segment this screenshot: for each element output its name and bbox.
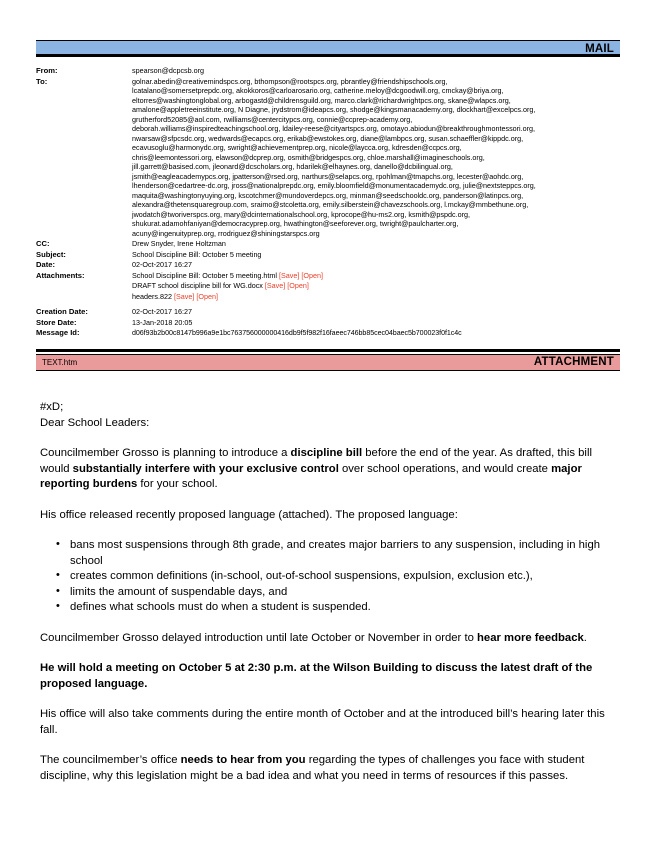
attachment-save-link[interactable]: [Save] [173,291,195,301]
header-value-subject [132,250,626,261]
header-row [36,303,626,318]
attachment-banner-container [36,349,620,371]
salutation-line-2: Dear School Leaders: [40,416,150,429]
address-line: School Discipline Bill: October 5 meeting [132,249,262,259]
p1-text-4: for your school. [137,478,218,490]
mail-banner-container [36,40,620,57]
attachment-item-name: DRAFT school discipline bill for WG.docx [132,281,265,290]
address-line: lcatalano@somersetprepdc.org, akokkoros@carloarosario.org, catherine.meloy@dcgoodwill.org, cmckay@briya.org, [132,86,504,95]
address-line: spearson@dcpcsb.org [132,66,205,75]
address-line: alexandra@thetensquaregroup.com, sraimo@stcoletta.org, emily.silberstein@chavezschools.org, l.mckay@mmbethune.org, [132,200,529,209]
attachment-item-name: School Discipline Bill: October 5 meeting.html [132,270,280,280]
p1-bold-2: substantially interfere with your exclusive control [72,462,339,475]
header-label-subject: Subject: [36,249,66,259]
header-label-to: To: [36,76,48,86]
header-value-date [132,260,626,271]
p6-bold-1: needs to hear from you [180,754,306,766]
attachment-banner-title: ATTACHMENT [533,356,614,368]
p6-text-2: regarding the types of challenges you face with student discipline, why this legislation might be a bad idea and what you need in terms of resources if this passes. [40,754,585,782]
address-line: ecavusoglu@harmonydc.org, swright@achievementprep.org, nicole@laycca.org, kdresden@ccpcs.org, [132,143,462,152]
attachment-save-link[interactable]: [Save] [279,270,300,280]
header-label-messageid: Message Id: [36,328,80,337]
attachment-banner [36,354,620,371]
header-value-text: d06f93b2b00c8147b996a9e1bc763756000000416db9f5f982f16faeec746bb85cec04baec5b700023f0f1c4c [132,329,462,337]
address-line: nwarsaw@sfpcsdc.org, wedwards@ecapcs.org, erikab@ewstokes.org, diane@lambpcs.org, susan.schaeffler@kippdc.org, [132,133,524,143]
p1-text-1: Councilmember Grosso is planning to introduce a [40,447,291,459]
header-row [36,260,626,271]
p1-bold-3: major reporting burdens [40,462,582,490]
paragraph-4 [40,661,620,692]
attachment-item [132,292,626,303]
header-row [36,318,626,329]
header-label-date: Date: [36,260,55,269]
p4-bold: He will hold a meeting on October 5 at 2:30 p.m. at the Wilson Building to discuss the latest draft of the proposed language. [40,662,593,690]
bullet-item: • bans most suspensions through 8th grade, and creates major barriers to any suspension, including in high school [70,538,620,569]
attachment-item [132,281,626,292]
attachment-item-name: headers.822 [132,291,174,301]
address-line: acuny@ingenuityprep.org, rrodriguez@shiningstarspcs.org [132,228,320,238]
salutation-line-1: #xD; [40,401,64,413]
header-row [36,250,626,261]
email-header-fields [36,66,626,340]
paragraph-6 [40,753,620,784]
address-line: jwodatch@tworiverspcs.org, mary@dcinternationalschool.org, kprocope@hu-ms2.org, ksmith@pspdc.org, [132,209,470,219]
header-label-storedate: Store Date: [36,317,77,327]
salutation-block [40,400,620,431]
header-row [36,66,626,77]
header-table [36,66,626,340]
message-body [40,400,620,799]
p6-text-1: The councilmember’s office [40,754,181,766]
header-value-creationdate [132,303,626,318]
attachment-item [132,271,626,282]
bullet-item: • creates common definitions (in-school, out-of-school suspensions, expulsion, exclusion etc.), [70,569,620,585]
p3-text-1: Councilmember Grosso delayed introduction until late October or November in order to [40,631,478,644]
p3-text-2: . [583,631,587,644]
p1-text-3: over school operations, and would create [338,462,552,475]
address-line: deborah.williams@inspiredteachingschool.org, ldailey-reese@cityartspcs.org, omotayo.abiodun@breakthroughmontessori.org, [132,124,536,133]
attachment-open-link[interactable]: [Open] [287,281,309,290]
attachment-file-name: TEXT.htm [42,358,78,367]
header-row [36,77,626,240]
header-label-cc: CC: [36,239,50,248]
header-value-cc [132,239,626,250]
paragraph-5: His office will also take comments during the entire month of October and at the introduced bill’s hearing later this fall. [40,708,605,736]
proposed-language-bullet-list [40,538,620,616]
header-value-messageid [132,328,626,340]
address-line: 02-Oct-2017 16:27 [132,260,192,269]
header-row [36,271,626,304]
address-line: golnar.abedin@creativemindspcs.org, bthompson@rootspcs.org, pbrantley@friendshipschools.org, [132,76,448,86]
header-value-to [132,77,626,240]
address-line: eltorres@washingtonglobal.org, arbogastd@childrensguild.org, marco.clark@richardwrightpcs.org, skane@wlapcs.org, [132,95,511,105]
address-line: grutherford52085@aol.com, rwilliams@centercitypcs.org, connie@ccprep-academy.org, [132,114,413,124]
header-value-attachments [132,271,626,304]
header-label-creationdate: Creation Date: [36,307,88,316]
address-line: maquita@washingtonyuying.org, kscotchmer@mundoverdepcs.org, minman@seedschooldc.org, panderson@latinpcs.org, [132,190,524,200]
attachment-open-link[interactable]: [Open] [301,270,323,280]
attachment-save-link[interactable]: [Save] [264,281,286,290]
paragraph-1 [40,446,620,493]
header-value-text: 13-Jan-2018 20:05 [132,317,193,327]
address-line: chris@leemontessori.org, elawson@dcprep.org, osmith@bridgespcs.org, chloe.marshall@imagineschools.org, [132,152,485,162]
header-value-text: 02-Oct-2017 16:27 [132,307,192,316]
address-line: jill.garrett@basised.com, jleonard@dcscholars.org, hdarilek@elhaynes.org, danello@dcbilingual.org, [132,162,453,171]
attachment-divider [36,349,620,352]
paragraph-2: His office released recently proposed language (attached). The proposed language: [40,508,458,521]
header-row [36,328,626,340]
p1-bold-1: discipline bill [290,447,363,459]
header-label-attachments: Attachments: [36,270,85,280]
header-label-from: From: [36,66,58,75]
header-value-from [132,66,626,77]
address-line: jsmith@eagleacademypcs.org, jpatterson@rsed.org, narthurs@selapcs.org, rpohlman@tmapchs.org, lecester@aohdc.org, [132,171,524,181]
address-line: amalone@appletreeinstitute.org, N Diagne, jrydstrom@ideapcs.org, shodge@kingsmanacademy.org, dlockhart@excelpcs.org, [132,105,536,114]
paragraph-3 [40,631,620,647]
mail-banner-title: MAIL [585,43,614,55]
address-line: shukurat.adamohfaniyan@democracyprep.org, hwathington@seeforever.org, twright@paulcharter.org, [132,219,459,228]
mail-banner [36,40,620,57]
address-line: lhenderson@cedartree-dc.org, jross@nationalprepdc.org, emily.bloomfield@monumentacademydc.org, julie@nextsteppcs.org, [132,181,536,190]
header-value-storedate [132,318,626,329]
p1-text-2: before the end of the year. As drafted, this bill would [40,447,592,475]
bullet-item: • limits the amount of suspendable days, and [70,585,620,601]
attachment-open-link[interactable]: [Open] [196,291,218,301]
bullet-item: • defines what schools must do when a student is suspended. [70,600,620,616]
address-line: Drew Snyder, Irene Holtzman [132,239,226,248]
header-row [36,239,626,250]
p3-bold-1: hear more feedback [477,631,584,644]
